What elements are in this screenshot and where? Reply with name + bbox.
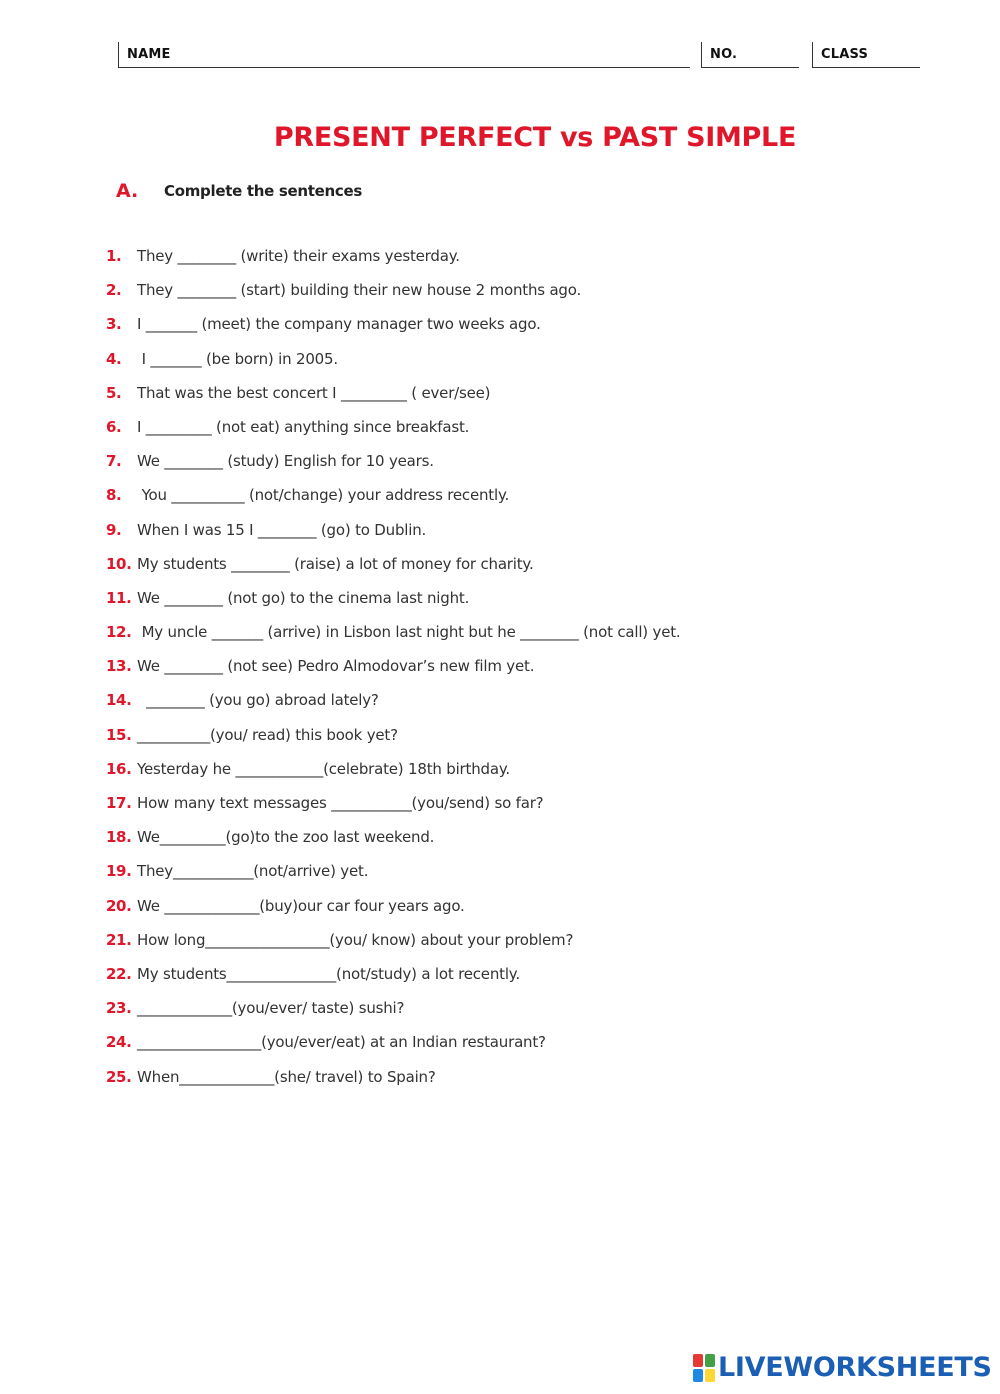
exercise-number: 3. bbox=[106, 315, 122, 334]
exercise-sentence[interactable]: We _____________(buy)our car four years ago. bbox=[137, 896, 465, 915]
exercise-number: 1. bbox=[106, 247, 122, 265]
exercise-sentence[interactable]: When_____________(she/ travel) to Spain? bbox=[137, 1067, 436, 1086]
exercise-sentence[interactable]: _________________(you/ever/eat) at an Indian restaurant? bbox=[137, 1033, 546, 1052]
page-title: PRESENT PERFECT vs PAST SIMPLE bbox=[273, 122, 797, 153]
liveworksheets-logo-icon bbox=[693, 1354, 715, 1382]
exercise-sentence[interactable]: How long_________________(you/ know) about your problem? bbox=[137, 930, 574, 949]
exercise-item bbox=[106, 760, 866, 794]
exercise-number: 17. bbox=[106, 794, 132, 812]
exercise-number: 23. bbox=[106, 999, 132, 1018]
exercise-sentence[interactable]: When I was 15 I ________ (go) to Dublin. bbox=[137, 520, 427, 539]
exercise-sentence[interactable]: They ________ (write) their exams yesterday. bbox=[137, 247, 460, 265]
section-a-heading bbox=[116, 180, 362, 202]
exercise-number: 13. bbox=[106, 657, 132, 676]
exercise-sentence[interactable]: That was the best concert I _________ ( ever/see) bbox=[137, 383, 491, 402]
exercise-number: 6. bbox=[106, 417, 122, 436]
exercise-item bbox=[106, 657, 866, 691]
logo-text: LIVEWORKSHEETS bbox=[718, 1352, 992, 1383]
exercise-sentence[interactable]: They___________(not/arrive) yet. bbox=[137, 862, 369, 881]
exercise-sentence[interactable]: I _______ (meet) the company manager two weeks ago. bbox=[137, 315, 541, 334]
section-letter: A. bbox=[116, 180, 139, 202]
exercise-sentence[interactable]: My students_______________(not/study) a lot recently. bbox=[137, 964, 520, 983]
exercise-number: 5. bbox=[106, 383, 122, 402]
class-label: CLASS bbox=[821, 47, 869, 62]
exercise-item bbox=[106, 384, 866, 418]
exercise-item bbox=[106, 281, 866, 315]
exercise-sentence[interactable]: __________(you/ read) this book yet? bbox=[137, 725, 398, 744]
exercise-sentence[interactable]: We ________ (not see) Pedro Almodovar’s new film yet. bbox=[137, 657, 535, 676]
exercise-item bbox=[106, 452, 866, 486]
exercise-number: 24. bbox=[106, 1033, 132, 1052]
exercise-item bbox=[106, 931, 866, 965]
exercise-number: 7. bbox=[106, 452, 122, 471]
exercise-item bbox=[106, 828, 866, 862]
exercise-item bbox=[106, 418, 866, 452]
exercise-number: 2. bbox=[106, 281, 122, 300]
exercise-item bbox=[106, 315, 866, 349]
exercise-item bbox=[106, 555, 866, 589]
exercise-item bbox=[106, 726, 866, 760]
exercise-item bbox=[106, 589, 866, 623]
liveworksheets-logo[interactable] bbox=[693, 1352, 992, 1383]
exercise-number: 9. bbox=[106, 520, 122, 539]
number-field[interactable] bbox=[701, 42, 799, 68]
exercise-number: 12. bbox=[106, 623, 132, 642]
exercise-item bbox=[106, 691, 866, 725]
exercise-sentence[interactable]: I _________ (not eat) anything since breakfast. bbox=[137, 417, 470, 436]
exercise-number: 25. bbox=[106, 1067, 132, 1086]
exercise-number: 4. bbox=[106, 349, 122, 368]
exercise-number: 21. bbox=[106, 930, 132, 949]
name-label: NAME bbox=[127, 47, 171, 62]
exercise-item bbox=[106, 965, 866, 999]
exercise-number: 16. bbox=[106, 759, 132, 778]
number-label: NO. bbox=[710, 47, 738, 62]
exercise-sentence[interactable]: Yesterday he ____________(celebrate) 18th birthday. bbox=[137, 759, 510, 778]
exercise-number: 8. bbox=[106, 486, 122, 505]
exercise-item bbox=[106, 623, 866, 657]
exercise-item bbox=[106, 1033, 866, 1067]
exercise-item bbox=[106, 897, 866, 931]
exercise-number: 11. bbox=[106, 588, 132, 607]
exercise-item bbox=[106, 350, 866, 384]
exercise-number: 22. bbox=[106, 964, 132, 983]
class-field[interactable] bbox=[812, 42, 920, 68]
exercise-item bbox=[106, 862, 866, 896]
exercise-sentence[interactable]: We ________ (study) English for 10 years. bbox=[137, 452, 434, 471]
exercise-sentence[interactable]: We ________ (not go) to the cinema last night. bbox=[137, 588, 470, 607]
exercise-sentence[interactable]: My uncle _______ (arrive) in Lisbon last night but he ________ (not call) yet. bbox=[137, 623, 681, 642]
section-instruction: Complete the sentences bbox=[164, 182, 363, 200]
exercise-list bbox=[106, 247, 866, 1102]
exercise-number: 15. bbox=[106, 725, 132, 744]
exercise-item bbox=[106, 521, 866, 555]
exercise-sentence[interactable]: My students ________ (raise) a lot of money for charity. bbox=[137, 554, 534, 573]
exercise-sentence[interactable]: _____________(you/ever/ taste) sushi? bbox=[137, 999, 405, 1018]
exercise-item bbox=[106, 1068, 866, 1102]
exercise-sentence[interactable]: You __________ (not/change) your address recently. bbox=[137, 486, 510, 505]
exercise-item bbox=[106, 486, 866, 520]
exercise-number: 20. bbox=[106, 896, 132, 915]
exercise-number: 14. bbox=[106, 691, 132, 710]
exercise-item bbox=[106, 794, 866, 828]
exercise-item bbox=[106, 247, 866, 281]
exercise-number: 10. bbox=[106, 554, 132, 573]
exercise-sentence[interactable]: We_________(go)to the zoo last weekend. bbox=[137, 828, 435, 847]
exercise-sentence[interactable]: They ________ (start) building their new house 2 months ago. bbox=[137, 281, 582, 300]
exercise-item bbox=[106, 999, 866, 1033]
exercise-number: 18. bbox=[106, 828, 132, 847]
exercise-sentence[interactable]: ________ (you go) abroad lately? bbox=[137, 691, 379, 710]
exercise-sentence[interactable]: How many text messages ___________(you/send) so far? bbox=[137, 794, 544, 812]
name-field[interactable] bbox=[118, 42, 690, 68]
exercise-sentence[interactable]: I _______ (be born) in 2005. bbox=[137, 349, 338, 368]
exercise-number: 19. bbox=[106, 862, 132, 881]
